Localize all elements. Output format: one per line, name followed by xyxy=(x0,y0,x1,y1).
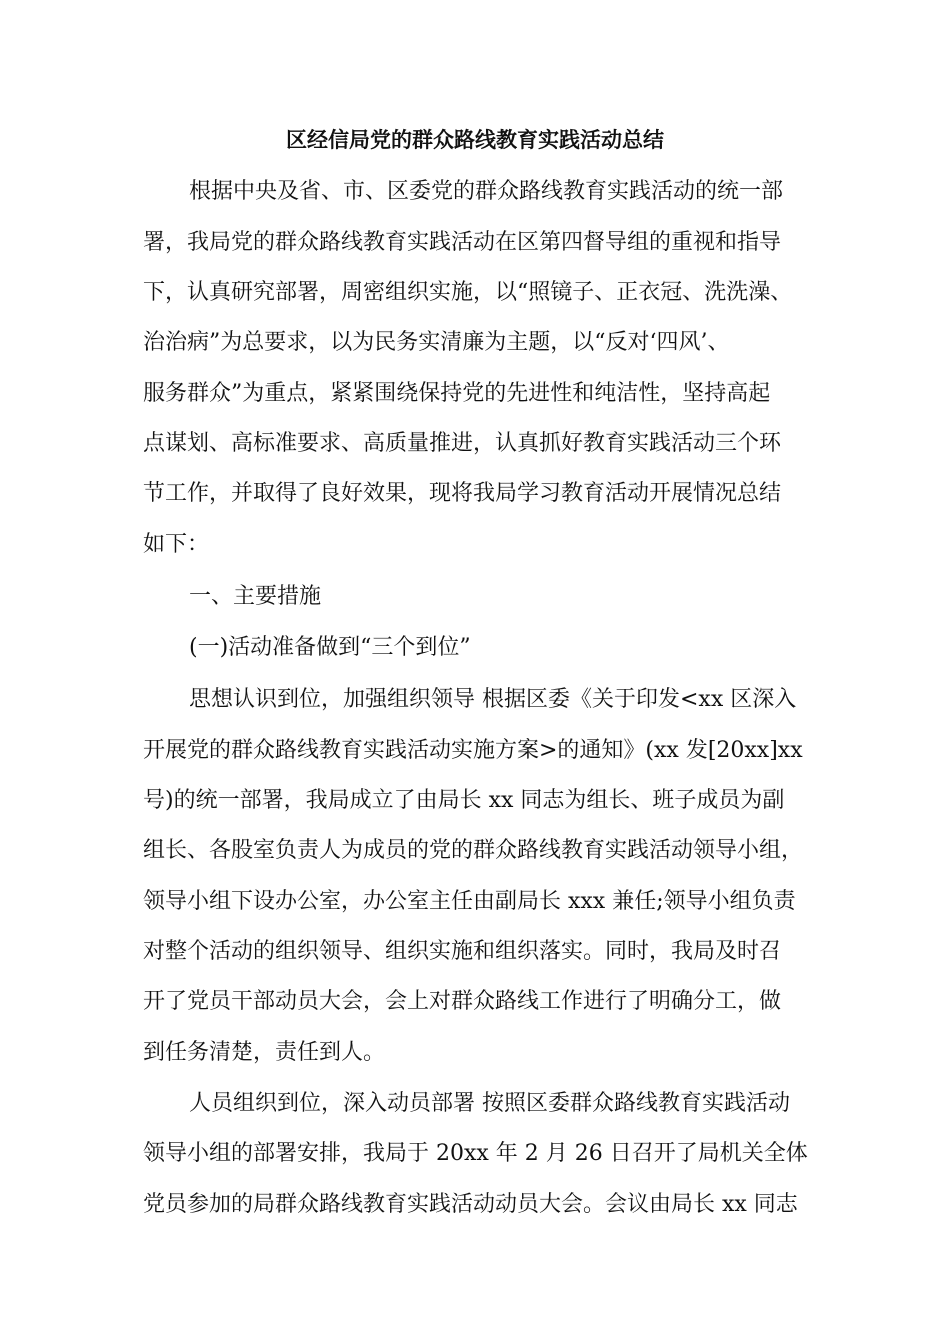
paragraph-line: 领导小组下设办公室，办公室主任由副局长 xxx 兼任;领导小组负责 xyxy=(143,889,796,914)
paragraph-line: 到任务清楚，责任到人。 xyxy=(143,1040,386,1065)
paragraph-line: 服务群众”为重点，紧紧围绕保持党的先进性和纯洁性，坚持高起 xyxy=(143,381,771,406)
document-title: 区经信局党的群众路线教育实践活动总结 xyxy=(286,127,664,152)
paragraph-line: 开展党的群众路线教育实践活动实施方案>的通知》(xx 发[20xx]xx xyxy=(143,738,803,763)
paragraph-line: 领导小组的部署安排，我局于 20xx 年 2 月 26 日召开了局机关全体 xyxy=(143,1141,808,1166)
paragraph-line: 节工作，并取得了良好效果，现将我局学习教育活动开展情况总结 xyxy=(143,481,782,506)
paragraph-line: 下，认真研究部署，周密组织实施，以“照镜子、正衣冠、洗洗澡、 xyxy=(143,280,793,305)
paragraph-line: 署，我局党的群众路线教育实践活动在区第四督导组的重视和指导 xyxy=(143,230,782,255)
paragraph-line: 如下： xyxy=(143,532,210,557)
paragraph-line: 人员组织到位，深入动员部署 按照区委群众路线教育实践活动 xyxy=(189,1091,790,1116)
paragraph-line: 根据中央及省、市、区委党的群众路线教育实践活动的统一部 xyxy=(189,179,784,204)
paragraph-line: 号)的统一部署，我局成立了由局长 xx 同志为组长、班子成员为副 xyxy=(143,788,785,813)
paragraph-line: 开了党员干部动员大会，会上对群众路线工作进行了明确分工，做 xyxy=(143,989,782,1014)
paragraph-line: 思想认识到位，加强组织领导 根据区委《关于印发<xx 区深入 xyxy=(189,687,797,712)
paragraph-line: 党员参加的局群众路线教育实践活动动员大会。会议由局长 xx 同志 xyxy=(143,1192,798,1217)
subsection-heading: (一)活动准备做到“三个到位” xyxy=(189,635,471,660)
paragraph-line: 治治病”为总要求，以为民务实清廉为主题，以“反对‘四风’、 xyxy=(143,330,730,355)
paragraph-line: 组长、各股室负责人为成员的党的群众路线教育实践活动领导小组， xyxy=(143,838,804,863)
section-heading: 一、主要措施 xyxy=(189,584,322,609)
paragraph-line: 点谋划、高标准要求、高质量推进，认真抓好教育实践活动三个环 xyxy=(143,431,782,456)
paragraph-line: 对整个活动的组织领导、组织实施和组织落实。同时，我局及时召 xyxy=(143,939,782,964)
